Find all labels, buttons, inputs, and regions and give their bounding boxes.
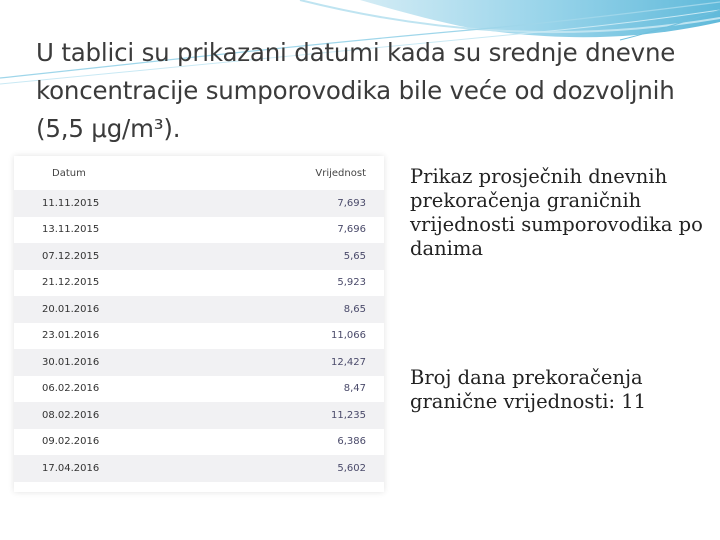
cell-value: 5,602	[218, 455, 384, 482]
cell-date: 30.01.2016	[14, 349, 218, 376]
data-table-container	[14, 156, 384, 492]
slide-title: U tablici su prikazani datumi kada su srednje dnevne koncentracije sumporovodika bile veće od dozvoljnih (5,5 μg/m³).	[36, 38, 676, 143]
cell-value: 11,066	[218, 323, 384, 350]
cell-date: 20.01.2016	[14, 296, 218, 323]
cell-value: 11,235	[218, 402, 384, 429]
cell-date: 06.02.2016	[14, 376, 218, 403]
cell-date: 07.12.2015	[14, 243, 218, 270]
table-header-row	[14, 156, 384, 190]
exceedance-count-text: Broj dana prekoračenja granične vrijednosti: 11	[410, 366, 647, 413]
cell-date: 17.04.2016	[14, 455, 218, 482]
cell-date: 13.11.2015	[14, 217, 218, 244]
cell-date: 08.02.2016	[14, 402, 218, 429]
description-text: Prikaz prosječnih dnevnih prekoračenja graničnih vrijednosti sumporovodika po danima	[410, 165, 703, 260]
cell-value: 8,47	[218, 376, 384, 403]
table-row	[14, 349, 384, 376]
cell-value: 7,696	[218, 217, 384, 244]
cell-value: 6,386	[218, 429, 384, 456]
cell-value: 5,65	[218, 243, 384, 270]
cell-date: 11.11.2015	[14, 190, 218, 217]
table-row	[14, 455, 384, 482]
table-row	[14, 323, 384, 350]
table-row	[14, 376, 384, 403]
table-row	[14, 243, 384, 270]
table-row	[14, 402, 384, 429]
column-header-date: Datum	[14, 156, 218, 190]
cell-date: 23.01.2016	[14, 323, 218, 350]
table-row	[14, 217, 384, 244]
table-row	[14, 296, 384, 323]
table-row	[14, 190, 384, 217]
exceedance-table	[14, 156, 384, 482]
cell-value: 12,427	[218, 349, 384, 376]
table-row	[14, 270, 384, 297]
table-row	[14, 429, 384, 456]
cell-date: 09.02.2016	[14, 429, 218, 456]
cell-date: 21.12.2015	[14, 270, 218, 297]
column-header-value: Vrijednost	[218, 156, 384, 190]
cell-value: 8,65	[218, 296, 384, 323]
cell-value: 5,923	[218, 270, 384, 297]
cell-value: 7,693	[218, 190, 384, 217]
